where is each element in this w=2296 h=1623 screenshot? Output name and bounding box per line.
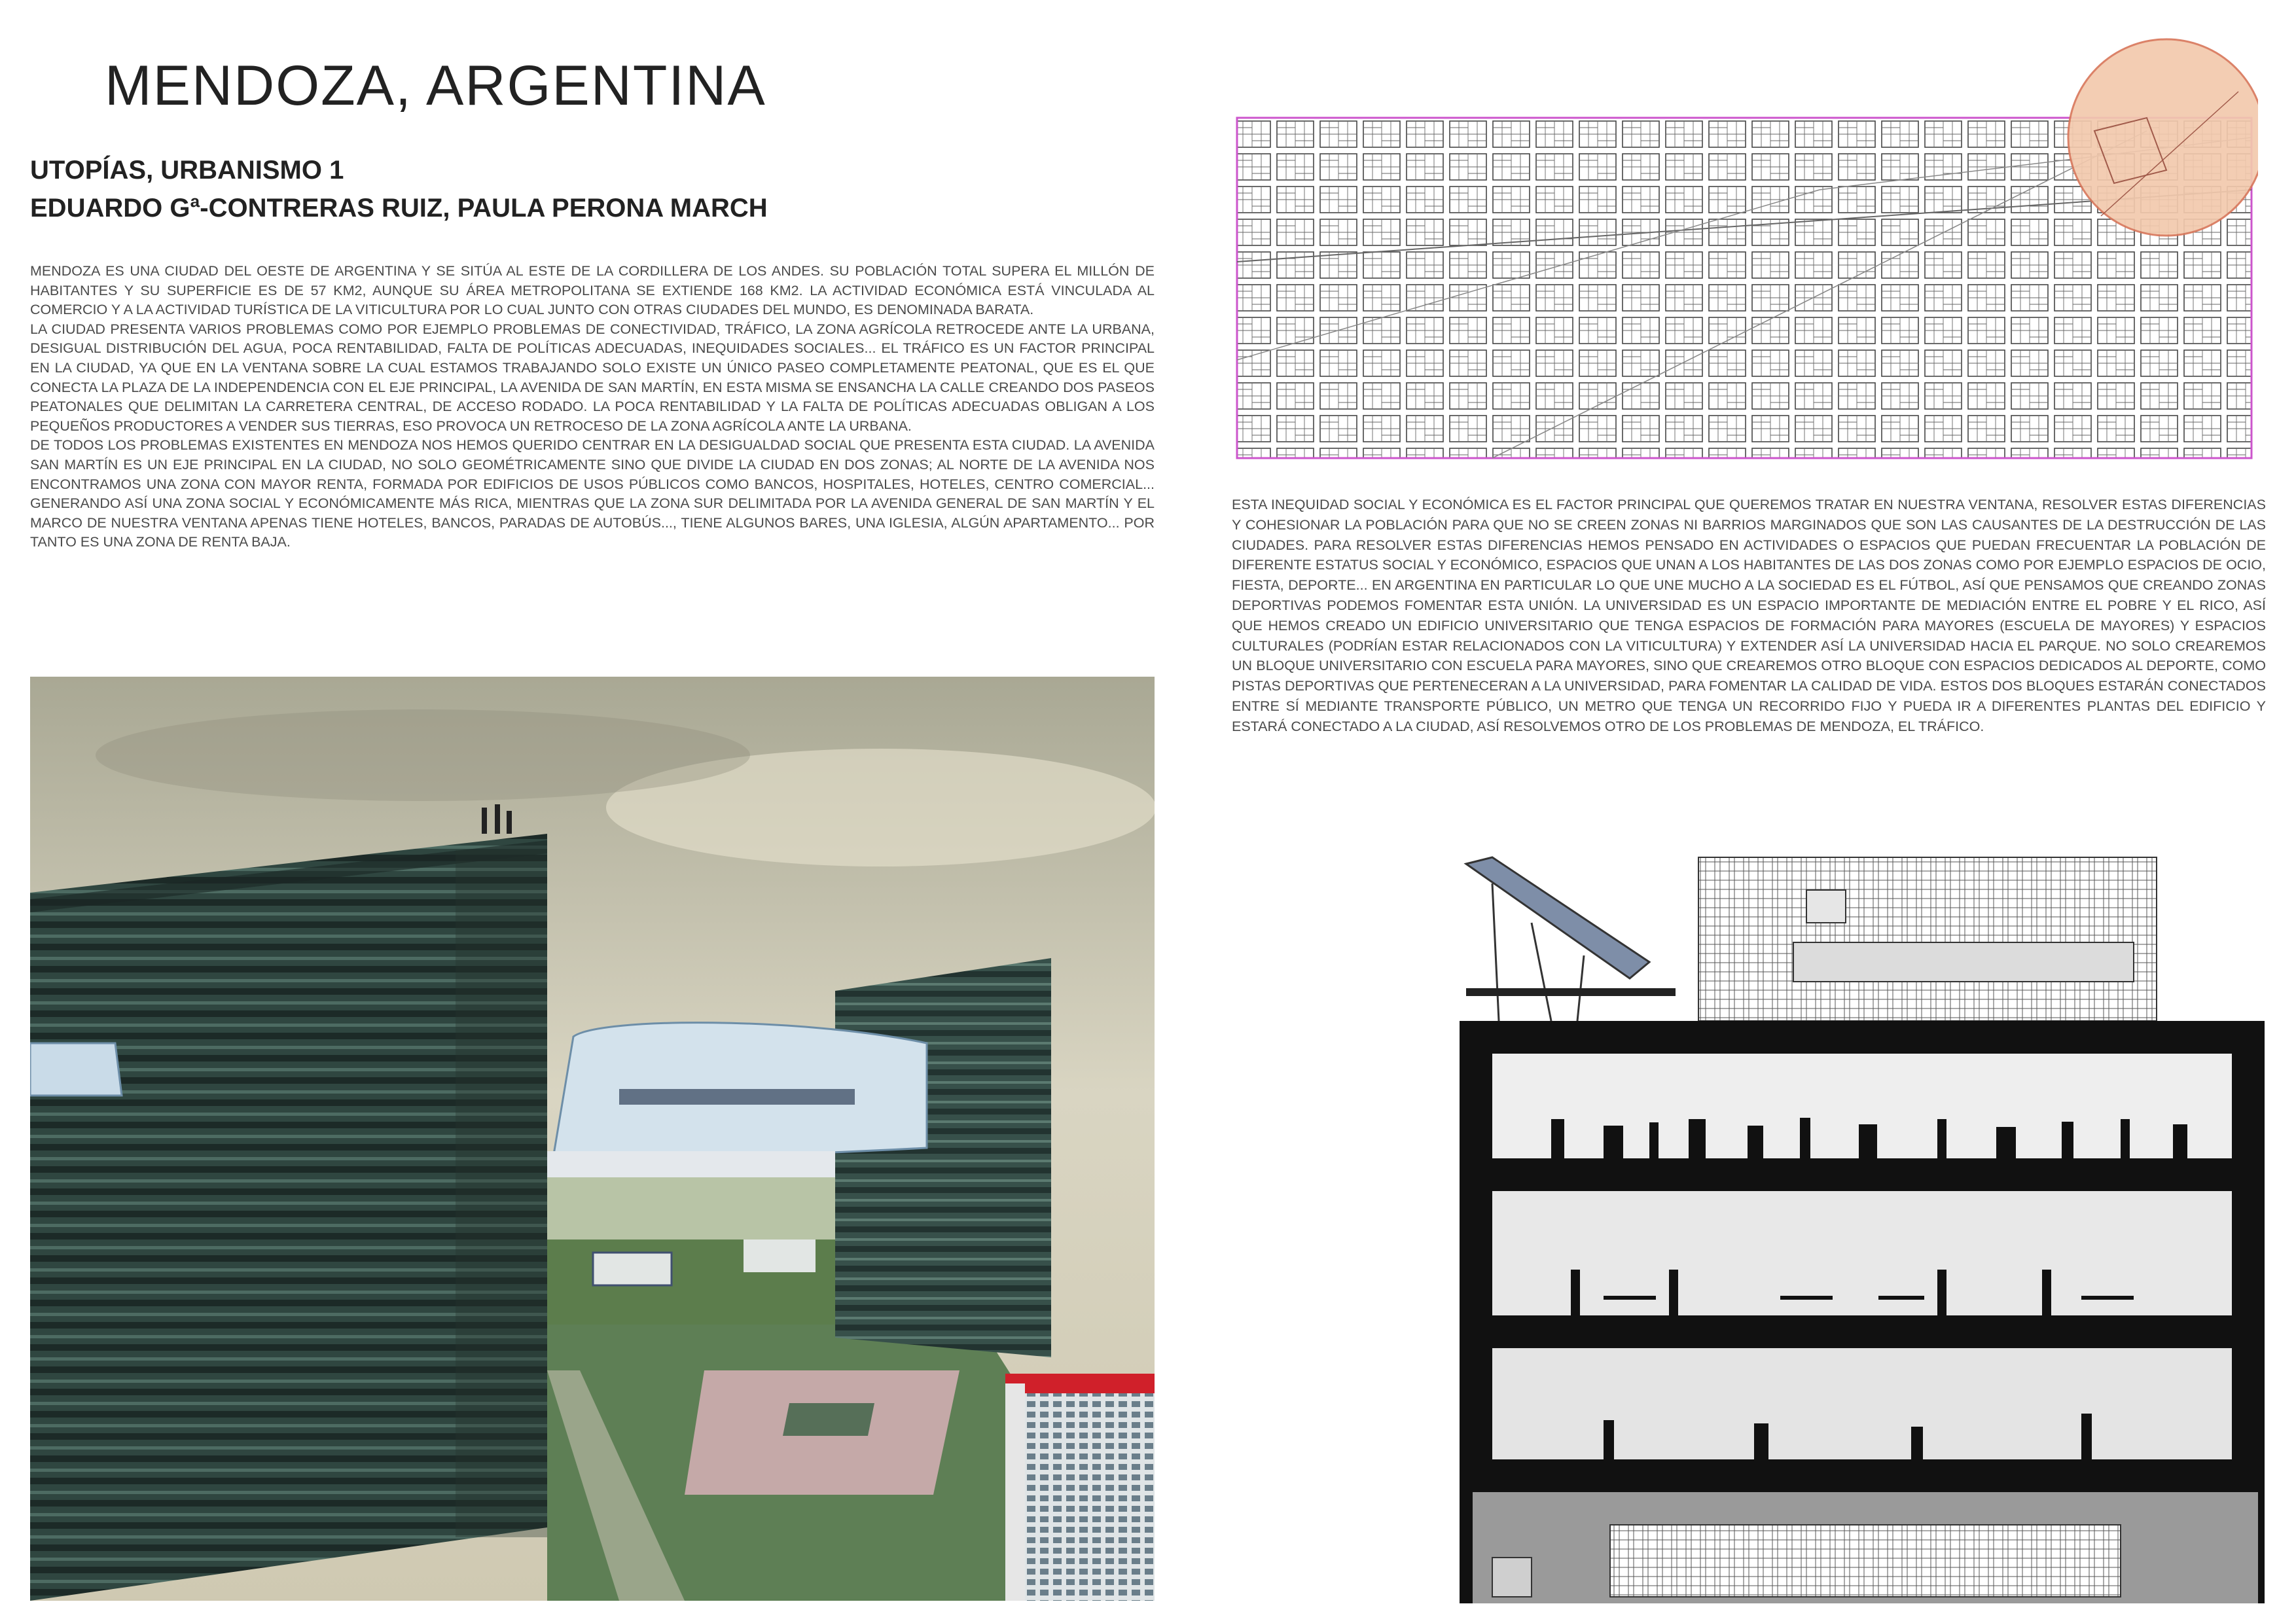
course-subtitle: UTOPÍAS, URBANISMO 1 <box>30 156 344 185</box>
left-text-column <box>30 262 1155 552</box>
left-paragraph-1: MENDOZA ES UNA CIUDAD DEL OESTE DE ARGENTINA Y SE SITÚA AL ESTE DE LA CORDILLERA DE LOS ANDES. SU POBLACIÓN TOTAL SUPERA EL MILLÓN DE HABITANTES Y SU SUPERFICIE ES DE 57 KM2, AUNQUE SU ÁREA METROPOLITANA SE EXTIENDE 168 KM2. LA ACTIVIDAD ECONÓMICA ESTÁ VINCULADA AL COMERCIO Y A LA ACTIVIDAD TURÍSTICA DE LA VITICULTURA POR LO CUAL JUNTO CON OTRAS CIUDADES DEL MUNDO, ES DENOMINADA BARATA. <box>30 263 1155 318</box>
collage-render <box>30 677 1155 1601</box>
building-section <box>1453 844 2271 1603</box>
left-paragraph-3: DE TODOS LOS PROBLEMAS EXISTENTES EN MENDOZA NOS HEMOS QUERIDO CENTRAR EN LA DESIGUALDAD SOCIAL QUE PRESENTA ESTA CIUDAD. LA AVENIDA SAN MARTÍN ES UN EJE PRINCIPAL EN LA CIUDAD, NO SOLO GEOMÉTRICAMENTE SINO QUE DIVIDE LA CIUDAD EN DOS ZONAS; AL NORTE DE LA AVENIDA NOS ENCONTRAMOS UNA ZONA CON MAYOR RENTA, FORMADA POR EDIFICIOS DE USOS PÚBLICOS COMO BANCOS, HOSPITALES, HOTELES, CENTRO COMERCIAL... GENERANDO ASÍ UNA ZONA SOCIAL Y ECONÓMICAMENTE MÁS RICA, MIENTRAS QUE LA ZONA SUR DELIMITADA POR LA AVENIDA GENERAL DE SAN MARTÍN Y EL MARCO DE NUESTRA VENTANA APENAS TIENE HOTELES, BANCOS, PARADAS DE AUTOBÚS..., TIENE ALGUNOS BARES, UNA IGLESIA, ALGÚN APARTAMENTO... POR TANTO ES UNA ZONA DE RENTA BAJA. <box>30 437 1155 550</box>
authors-subtitle: EDUARDO Gª-CONTRERAS RUIZ, PAULA PERONA MARCH <box>30 194 768 223</box>
right-paragraph-1: ESTA INEQUIDAD SOCIAL Y ECONÓMICA ES EL FACTOR PRINCIPAL QUE QUEREMOS TRATAR EN NUESTRA VENTANA, RESOLVER ESTAS DIFERENCIAS Y COHESIONAR LA POBLACIÓN PARA QUE NO SE CREEN ZONAS NI BARRIOS MARGINADOS QUE SON LAS CAUSANTES DE LA DESTRUCCIÓN DE LAS CIUDADES. PARA RESOLVER ESTAS DIFERENCIAS HEMOS PENSADO EN ACTIVIDADES O ESPACIOS QUE PUEDAN FRECUENTAR LA POBLACIÓN DE DIFERENTE ESTATUS SOCIAL Y ECONÓMICO, ESPACIOS QUE UNAN A LOS HABITANTES DE LAS DOS ZONAS COMO POR EJEMPLO ESPACIOS DE OCIO, FIESTA, DEPORTE... EN ARGENTINA EN PARTICULAR LO QUE UNE MUCHO A LA SOCIEDAD ES EL FÚTBOL, ASÍ QUE PENSAMOS QUE CREANDO ZONAS DEPORTIVAS PODEMOS FOMENTAR ESTA UNIÓN. LA UNIVERSIDAD ES UN ESPACIO IMPORTANTE DE MEDIACIÓN ENTRE EL POBRE Y EL RICO, ASÍ QUE HEMOS CREADO UN EDIFICIO UNIVERSITARIO QUE TENGA ESPACIOS DE FORMACIÓN PARA MAYORES (ESCUELA DE MAYORES) Y ESPACIOS CULTURALES (PODRÍAN ESTAR RELACIONADOS CON LA VITICULTURA) Y EXTENDER ASÍ LA UNIVERSIDAD HACIA EL PARQUE. NO SOLO CREAREMOS UN BLOQUE UNIVERSITARIO CON ESCUELA PARA MAYORES, SINO QUE CREAREMOS OTRO BLOQUE CON ESPACIOS DEDICADOS AL DEPORTE, COMO PISTAS DEPORTIVAS QUE PERTENECERAN A LA UNIVERSIDAD, PARA FOMENTAR LA CALIDAD DE VIDA. ESTOS DOS BLOQUES ESTARÁN CONECTADOS ENTRE SÍ MEDIANTE TRANSPORTE PÚBLICO, UN METRO QUE TENGA UN RECORRIDO FIJO Y PUEDA IR A DIFERENTES PLANTAS DEL EDIFICIO Y ESTARÁ CONECTADO A LA CIUDAD, ASÍ RESOLVEMOS OTRO DE LOS PROBLEMAS DE MENDOZA, EL TRÁFICO. <box>1232 497 2266 734</box>
page-title: MENDOZA, ARGENTINA <box>105 54 766 117</box>
right-text-column <box>1232 495 2266 737</box>
city-plan <box>1230 20 2258 478</box>
left-paragraph-2: LA CIUDAD PRESENTA VARIOS PROBLEMAS COMO POR EJEMPLO PROBLEMAS DE CONECTIVIDAD, TRÁFICO, LA ZONA AGRÍCOLA RETROCEDE ANTE LA URBANA, DESIGUAL DISTRIBUCIÓN DEL AGUA, POCA RENTABILIDAD, FALTA DE POLÍTICAS ADECUADAS, INEQUIDADES SOCIALES... EL TRÁFICO ES UN FACTOR PRINCIPAL EN LA CIUDAD, YA QUE EN LA VENTANA SOBRE LA CUAL ESTAMOS TRABAJANDO SOLO EXISTE UN ÚNICO PASEO COMPLETAMENTE PEATONAL, QUE ES EL QUE CONECTA LA PLAZA DE LA INDEPENDENCIA CON EL EJE PRINCIPAL, LA AVENIDA DE SAN MARTÍN, EN ESTA MISMA SE ENSANCHA LA CALLE CREANDO DOS PASEOS PEATONALES QUE DELIMITAN LA CARRETERA CENTRAL, DE ACCESO RODADO. LA POCA RENTABILIDAD Y LA FALTA DE POLÍTICAS ADECUADAS OBLIGAN A LOS PEQUEÑOS PRODUCTORES A VENDER SUS TIERRAS, ESO PROVOCA UN RETROCESO DE LA ZONA AGRÍCOLA ANTE LA URBANA. <box>30 321 1155 434</box>
